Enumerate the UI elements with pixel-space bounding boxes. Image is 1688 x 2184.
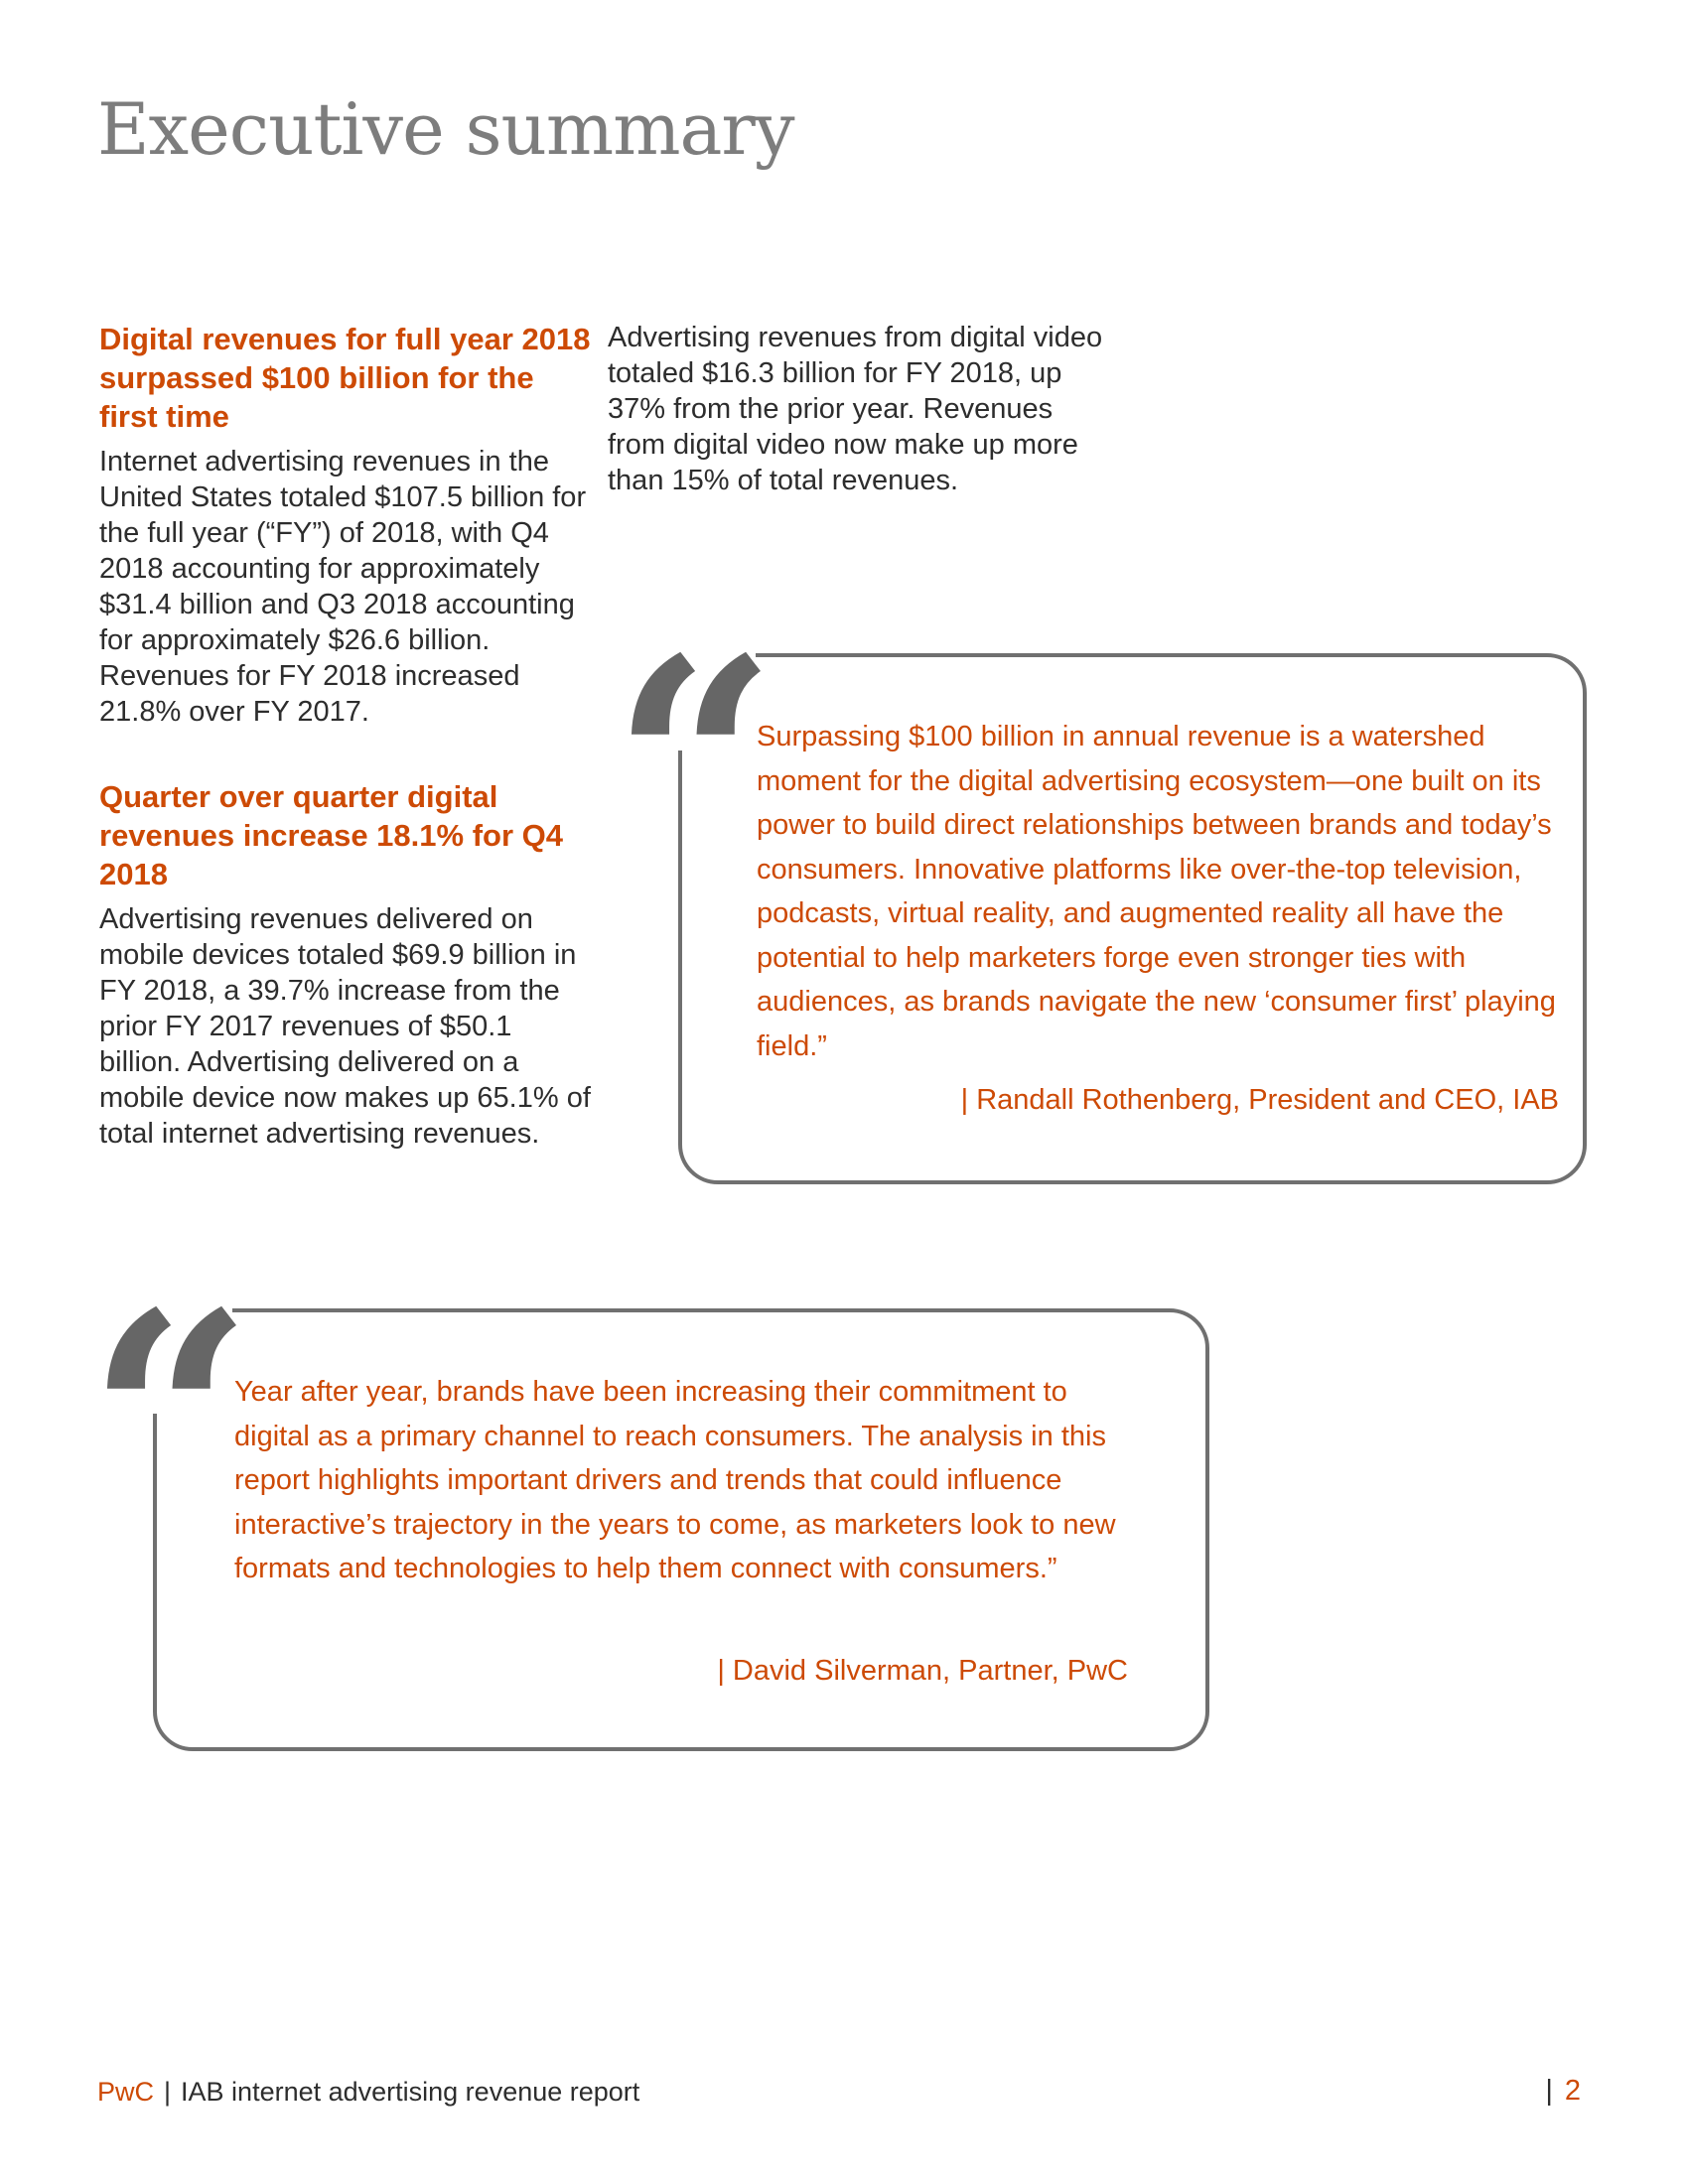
quote-attribution-rothenberg: | Randall Rothenberg, President and CEO, IAB <box>960 1084 1559 1116</box>
section-body-digital-video: Advertising revenues from digital video totaled $16.3 billion for FY 2018, up 37% from the prior year. Revenues from digital video now make up more than 15% of total revenues. <box>608 322 1103 496</box>
quote-mark-icon: “ <box>87 1251 253 1588</box>
page-number: 2 <box>1564 2075 1581 2107</box>
section-heading-digital-revenues: Digital revenues for full year 2018 surpassed $100 billion for the first time <box>99 322 591 434</box>
footer-report-title: IAB internet advertising revenue report <box>181 2077 640 2107</box>
quote-mark-icon: “ <box>612 597 777 934</box>
middle-column <box>608 320 1104 498</box>
left-column <box>99 320 596 1152</box>
section-body-mobile-revenues: Advertising revenues delivered on mobile devices totaled $69.9 billion in FY 2018, a 39.7% increase from the prior FY 2017 revenues of $50.1 billion. Advertising delivered on a mobile device now makes up 65.1% of total internet advertising revenues. <box>99 903 591 1150</box>
footer-brand: PwC <box>97 2077 155 2107</box>
quote-text-silverman: Year after year, brands have been increasing their commitment to digital as a primary channel to reach consumers. The analysis in this report highlights important drivers and trends that could influence interactive’s trajectory in the years to come, as marketers look to new formats and technologies to help them connect with consumers.” <box>234 1376 1116 1584</box>
footer-page-bar: | <box>1545 2075 1553 2107</box>
quote-attribution-silverman: | David Silverman, Partner, PwC <box>717 1655 1128 1687</box>
page-title: Executive summary <box>97 87 794 171</box>
section-heading-quarter-over-quarter: Quarter over quarter digital revenues increase 18.1% for Q4 2018 <box>99 779 563 891</box>
section-body-digital-revenues: Internet advertising revenues in the United States totaled $107.5 billion for the full year (“FY”) of 2018, with Q4 2018 accounting for approximately $31.4 billion and Q3 2018 accounting for approximately $26.6 billion. Revenues for FY 2018 increased 21.8% over FY 2017. <box>99 446 587 728</box>
footer-left <box>97 2077 639 2108</box>
footer-separator: | <box>164 2077 172 2107</box>
footer-page <box>1545 2075 1581 2108</box>
quote-text-rothenberg: Surpassing $100 billion in annual revenue is a watershed moment for the digital advertising ecosystem—one built on its power to build direct relationships between brands and today’s consumers. Innovative platforms like over-the-top television, podcasts, virtual reality, and augmented reality all have the potential to help marketers forge even stronger ties with audiences, as brands navigate the new ‘consumer first’ playing field.” <box>757 721 1556 1062</box>
